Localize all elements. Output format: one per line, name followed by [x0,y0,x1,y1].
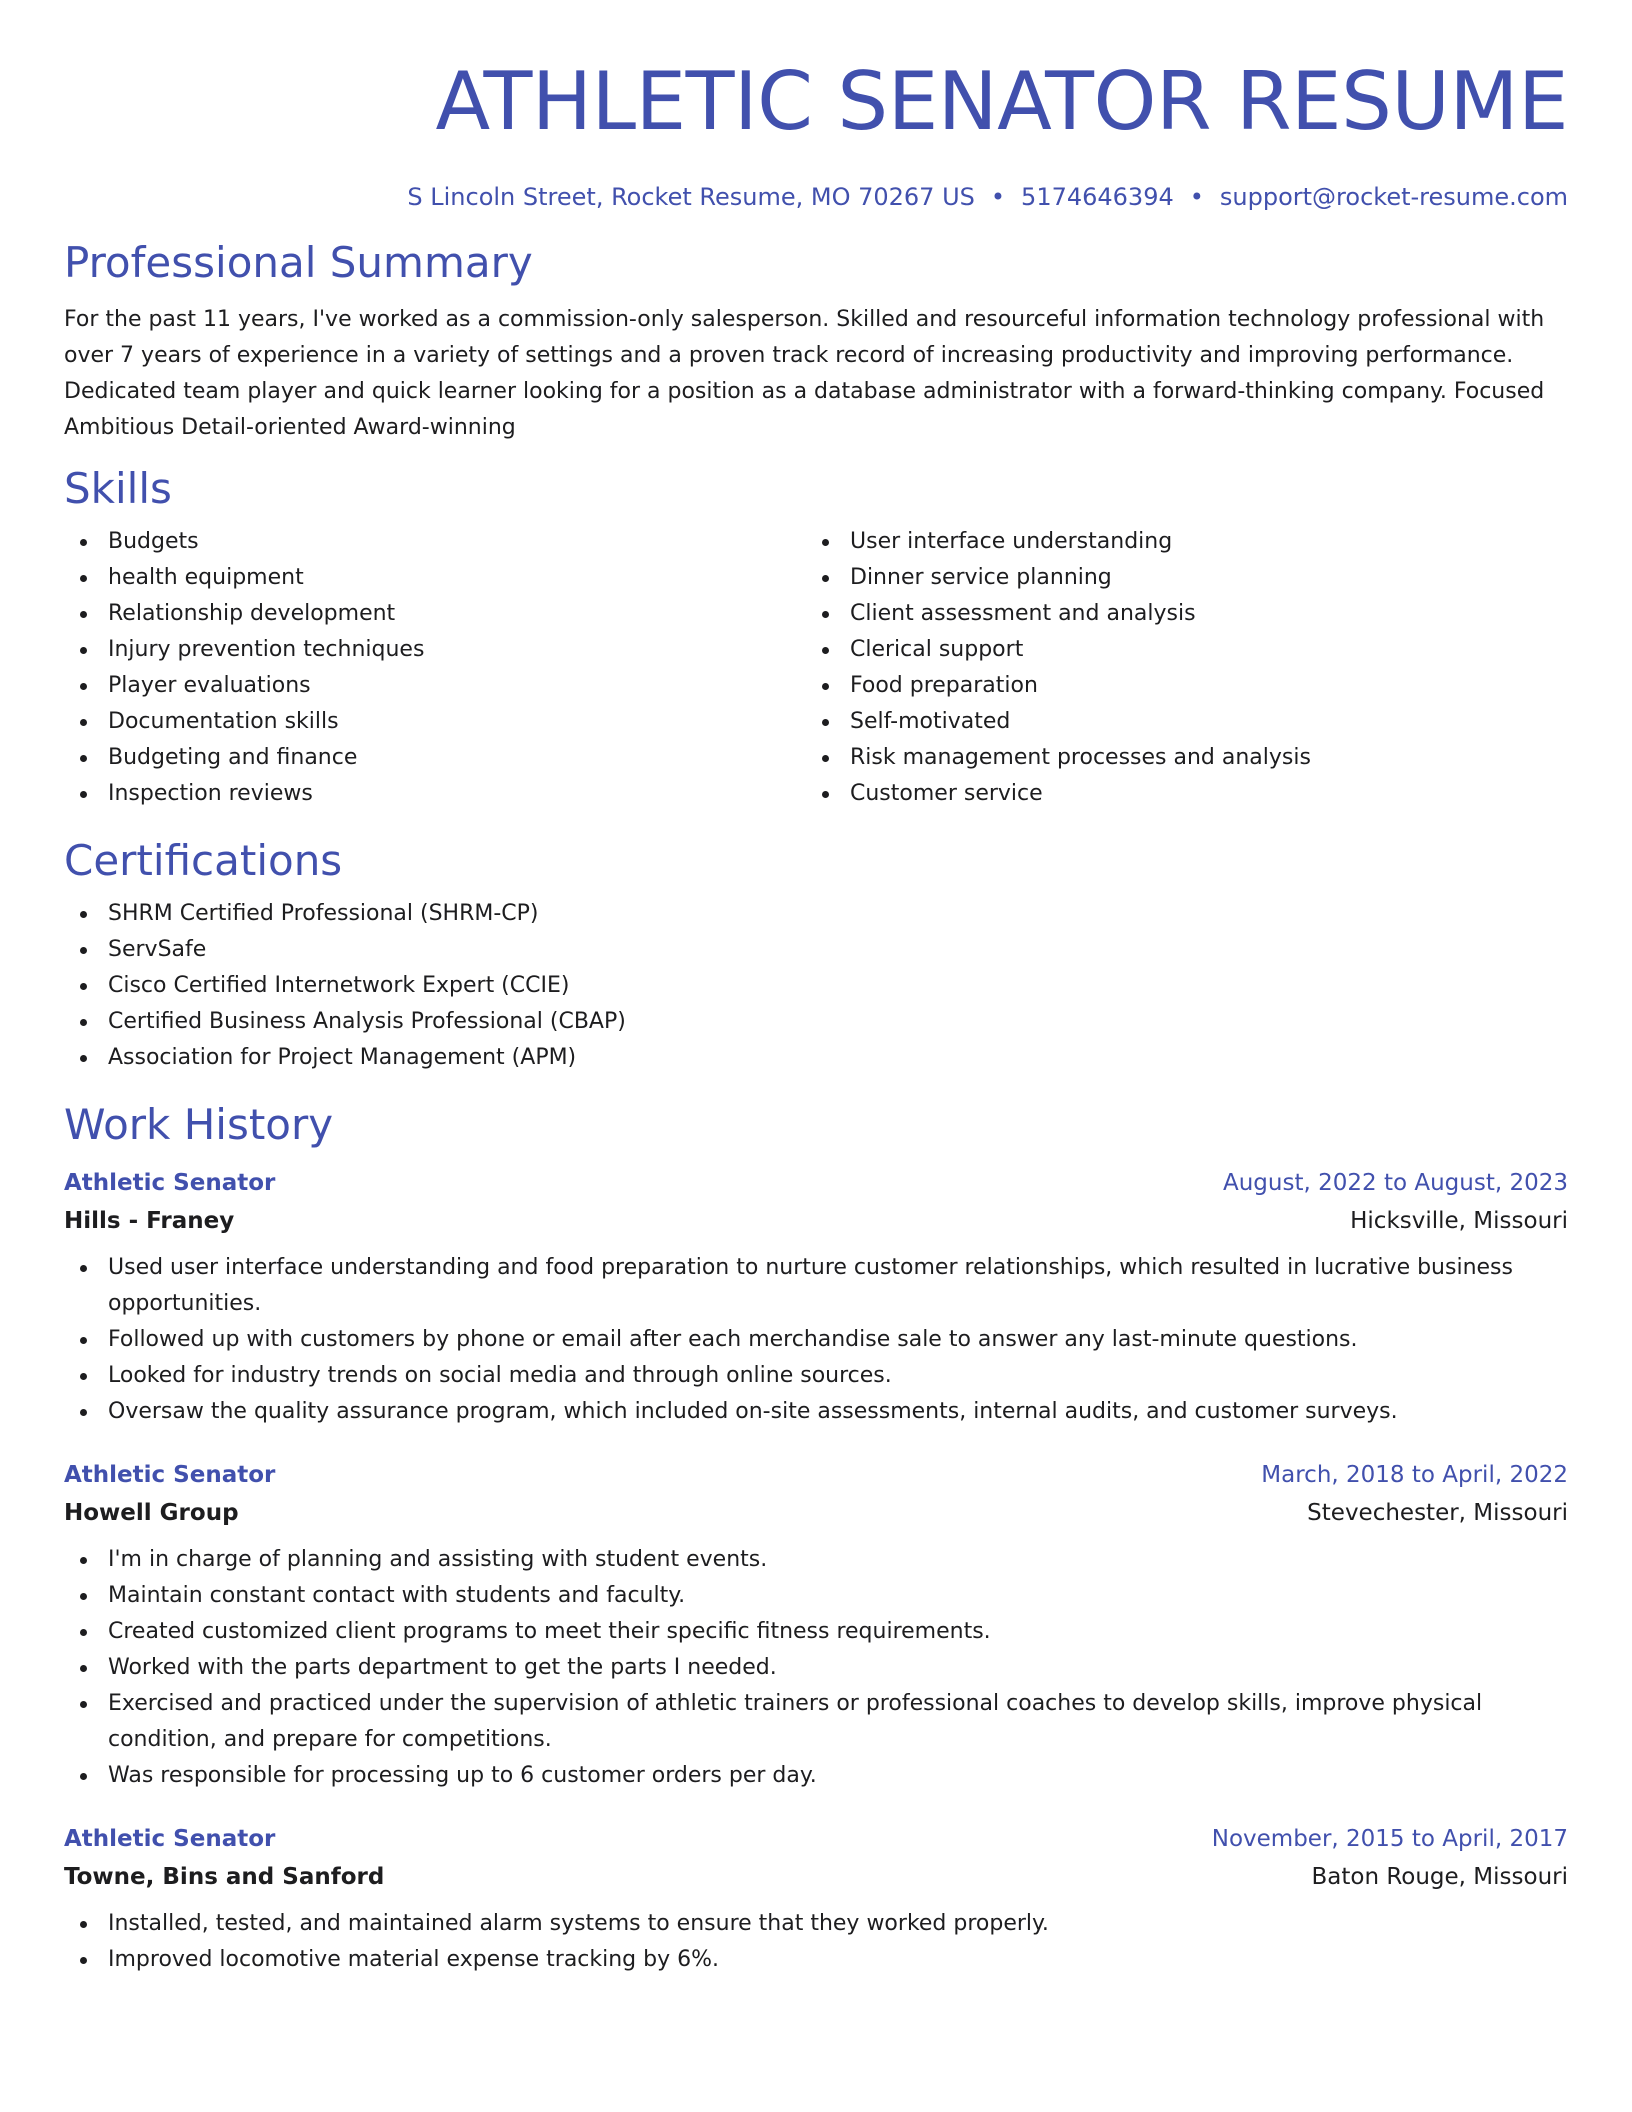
job-bullet: Followed up with customers by phone or email after each merchandise sale to answer any last-minute questions. [64,1322,1568,1358]
job-bullet: Worked with the parts department to get the parts I needed. [64,1650,1568,1686]
job-dates: March, 2018 to April, 2022 [1261,1462,1568,1488]
job-title: Athletic Senator [64,1462,276,1488]
job-bullet: Oversaw the quality assurance program, which included on-site assessments, internal audits, and customer surveys. [64,1394,1568,1430]
skills-list-left [64,524,806,812]
job-bullet: Improved locomotive material expense tracking by 6%. [64,1942,1568,1978]
certification-item: Certified Business Analysis Professional (CBAP) [64,1004,1568,1040]
skill-item: User interface understanding [806,524,1548,560]
job-bullet: Looked for industry trends on social media and through online sources. [64,1358,1568,1394]
skill-item: Inspection reviews [64,776,806,812]
job-header-row [64,1820,1568,1858]
certification-item: ServSafe [64,932,1568,968]
skill-item: Injury prevention techniques [64,632,806,668]
skill-item: Risk management processes and analysis [806,740,1548,776]
skill-item: Budgets [64,524,806,560]
skill-item: Relationship development [64,596,806,632]
job-company-row [64,1858,1568,1896]
certification-item: SHRM Certified Professional (SHRM-CP) [64,896,1568,932]
job-company-row [64,1202,1568,1240]
resume-title: ATHLETIC SENATOR RESUME [435,55,1568,148]
job-header-row [64,1456,1568,1494]
job-bullet: Used user interface understanding and food preparation to nurture customer relationships, which resulted in lucrative business opportunities. [64,1250,1568,1322]
skill-item: Self-motivated [806,704,1548,740]
certifications-list [64,896,1568,1076]
job-entry [64,1164,1568,1430]
job-bullet: Was responsible for processing up to 6 customer orders per day. [64,1758,1568,1794]
job-entry [64,1820,1568,1978]
contact-phone[interactable]: 5174646394 [1021,183,1174,211]
contact-address: S Lincoln Street, Rocket Resume, MO 70267 US [407,183,975,211]
job-title: Athletic Senator [64,1170,276,1196]
contact-email[interactable]: support@rocket-resume.com [1219,183,1568,211]
job-location: Stevechester, Missouri [1307,1500,1568,1526]
work-history-heading: Work History [64,1100,334,1149]
skill-item: health equipment [64,560,806,596]
job-bullet: Installed, tested, and maintained alarm systems to ensure that they worked properly. [64,1906,1568,1942]
certifications-heading: Certifications [64,836,343,885]
skill-item: Food preparation [806,668,1548,704]
job-bullet: I'm in charge of planning and assisting with student events. [64,1542,1568,1578]
job-company: Towne, Bins and Sanford [64,1864,385,1890]
summary-heading: Professional Summary [64,238,533,287]
job-bullets [64,1250,1568,1430]
job-title: Athletic Senator [64,1826,276,1852]
certification-item: Cisco Certified Internetwork Expert (CCIE) [64,968,1568,1004]
summary-text: For the past 11 years, I've worked as a commission-only salesperson. Skilled and resourceful information technology professional with over 7 years of experience in a variety of settings and a proven track record of increasing productivity and improving performance. Dedicated team player and quick learner looking for a position as a database administrator with a forward-thinking company. Focused Ambitious Detail-oriented Award-winning [64,307,1545,440]
contact-separator: • [1189,183,1204,211]
skills-list-right [806,524,1548,812]
job-company: Hills - Franey [64,1208,235,1234]
skill-item: Player evaluations [64,668,806,704]
job-bullet: Maintain constant contact with students and faculty. [64,1578,1568,1614]
skill-item: Client assessment and analysis [806,596,1548,632]
job-bullets [64,1542,1568,1794]
job-company: Howell Group [64,1500,239,1526]
skill-item: Budgeting and finance [64,740,806,776]
skill-item: Dinner service planning [806,560,1548,596]
skill-item: Clerical support [806,632,1548,668]
job-location: Hicksville, Missouri [1350,1208,1568,1234]
job-entry [64,1456,1568,1794]
job-location: Baton Rouge, Missouri [1311,1864,1568,1890]
job-bullet: Exercised and practiced under the supervision of athletic trainers or professional coaches to develop skills, improve physical condition, and prepare for competitions. [64,1686,1568,1758]
job-header-row [64,1164,1568,1202]
job-dates: August, 2022 to August, 2023 [1223,1170,1568,1196]
skill-item: Customer service [806,776,1548,812]
skills-heading: Skills [64,464,172,513]
certification-item: Association for Project Management (APM) [64,1040,1568,1076]
job-dates: November, 2015 to April, 2017 [1211,1826,1568,1852]
job-bullet: Created customized client programs to meet their specific fitness requirements. [64,1614,1568,1650]
job-bullets [64,1906,1568,1978]
contact-separator: • [990,183,1006,211]
job-company-row [64,1494,1568,1532]
contact-line [64,180,1568,214]
skill-item: Documentation skills [64,704,806,740]
skills-grid [64,524,1568,812]
